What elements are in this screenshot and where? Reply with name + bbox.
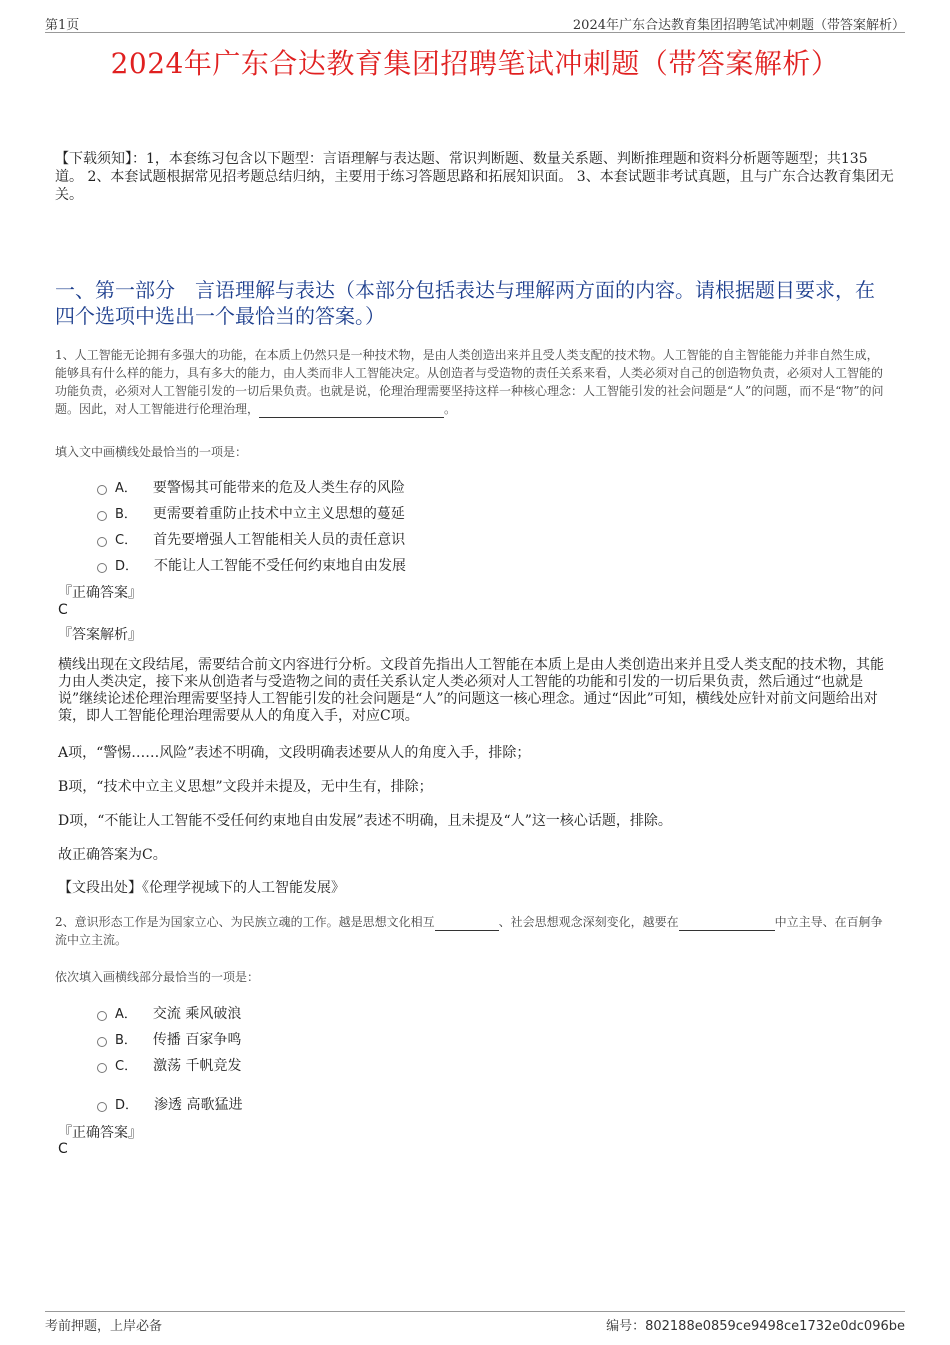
q2-answer: C: [58, 1141, 68, 1157]
radio-icon[interactable]: [97, 563, 107, 573]
question-2-text: 2、意识形态工作是为国家立心、为民族立魂的工作。越是思想文化相互 、社会思想观念深刻变化，越要在 中立主导、在百舸争流中立主流。: [55, 915, 883, 947]
radio-icon[interactable]: [97, 485, 107, 495]
question-1-prompt: 填入文中画横线处最恰当的一项是：: [55, 445, 248, 459]
header-doc-title: 2024年广东合达教育集团招聘笔试冲刺题（带答案解析）: [572, 18, 905, 33]
q1-note-a: A项，“警惕……风险”表述不明确，文段明确表述要从人的角度入手，排除；: [58, 745, 531, 761]
answer-blank: [679, 917, 775, 931]
question-2-prompt: 依次填入画横线部分最恰当的一项是：: [55, 970, 260, 984]
answer-blank: [435, 917, 499, 931]
q1-note-b: B项，“技术中立主义思想”文段并未提及，无中生有，排除；: [58, 779, 433, 795]
q1-option-b[interactable]: B． 更需要着重防止技术中立主义思想的蔓延: [97, 503, 405, 523]
radio-icon[interactable]: [97, 537, 107, 547]
q1-note-d: D项，“不能让人工智能不受任何约束地自由发展”表述不明确，且未提及“人”这一核心话题，排除。: [58, 813, 672, 829]
page-number: 第1页: [45, 18, 80, 33]
q1-analysis: 横线出现在文段结尾，需要结合前文内容进行分析。文段首先指出人工智能在本质上是由人类创造出来并且受人类支配的技术物，其能力由人类决定，接下来从创造者与受造物之间的责任关系认定人类必须对人工智能的功能和引发的一切后果负责，然后通过“也就是说”继续论述伦理治理需要坚持人工智能引发的社会问题是“人”的问题这一核心理念。通过“因此”可知，横线处应针对前文问题给出对策，即人工智能伦理治理需要从人的角度入手，对应C项。: [58, 657, 884, 724]
answer-blank: [259, 404, 444, 418]
page-header: [45, 14, 905, 33]
q1-conclusion: 故正确答案为C。: [58, 847, 167, 863]
q2-option-b[interactable]: B． 传播 百家争鸣: [97, 1029, 241, 1049]
radio-icon[interactable]: [97, 1011, 107, 1021]
q1-analysis-label: 『答案解析』: [58, 627, 142, 643]
q2-answer-label: 『正确答案』: [58, 1125, 142, 1141]
radio-icon[interactable]: [97, 1063, 107, 1073]
q1-answer-label: 『正确答案』: [58, 585, 142, 601]
q1-option-d[interactable]: D． 不能让人工智能不受任何约束地自由发展: [97, 555, 406, 575]
q1-answer: C: [58, 602, 68, 618]
question-1-end: 。: [444, 402, 457, 416]
radio-icon[interactable]: [97, 1037, 107, 1047]
page-footer: [45, 1311, 905, 1334]
question-1-body: 1、人工智能无论拥有多强大的功能，在本质上仍然只是一种技术物，是由人类创造出来并且受人类支配的技术物。人工智能的自主智能能力并非自然生成，能够具有什么样的能力，具有多大的能力，由人类而非人工智能决定。从创造者与受造物的责任关系来看，人类必须对自己的创造物负责，必须对人工智能的功能负责，必须对人工智能引发的一切后果负责。也就是说，伦理治理需要坚持这样一种核心理念：人工智能引发的社会问题是“人”的问题，而不是“物”的问题。因此，对人工智能进行伦理治理，: [55, 348, 884, 416]
q1-option-c[interactable]: C． 首先要增强人工智能相关人员的责任意识: [97, 529, 405, 549]
q2-option-d[interactable]: D． 渗透 高歌猛进: [97, 1094, 242, 1114]
q2-option-c[interactable]: C． 激荡 千帆竞发: [97, 1055, 242, 1075]
radio-icon[interactable]: [97, 1102, 107, 1112]
footer-code: 编号：802188e0859ce9498ce1732e0dc096be: [606, 1319, 905, 1334]
page-title: 2024年广东合达教育集团招聘笔试冲刺题（带答案解析）: [110, 47, 840, 80]
q2-option-a[interactable]: A． 交流 乘风破浪: [97, 1003, 241, 1023]
download-notice: 【下载须知】：1，本套练习包含以下题型：言语理解与表达题、常识判断题、数量关系题、判断推理题和资料分析题等题型；共135道。 2、本套试题根据常见招考题总结归纳，主要用于练习答题思路和拓展知识面。 3、本套试题非考试真题，且与广东合达教育集团无关。: [55, 151, 894, 203]
q1-option-a[interactable]: A． 要警惕其可能带来的危及人类生存的风险: [97, 477, 405, 497]
q1-source: 【文段出处】《伦理学视域下的人工智能发展》: [58, 880, 345, 896]
question-1-text: [55, 346, 890, 418]
radio-icon[interactable]: [97, 511, 107, 521]
footer-slogan: 考前押题，上岸必备: [45, 1319, 163, 1334]
section-title: 一、第一部分 言语理解与表达（本部分包括表达与理解两方面的内容。请根据题目要求，在四个选项中选出一个最恰当的答案。）: [55, 278, 875, 328]
